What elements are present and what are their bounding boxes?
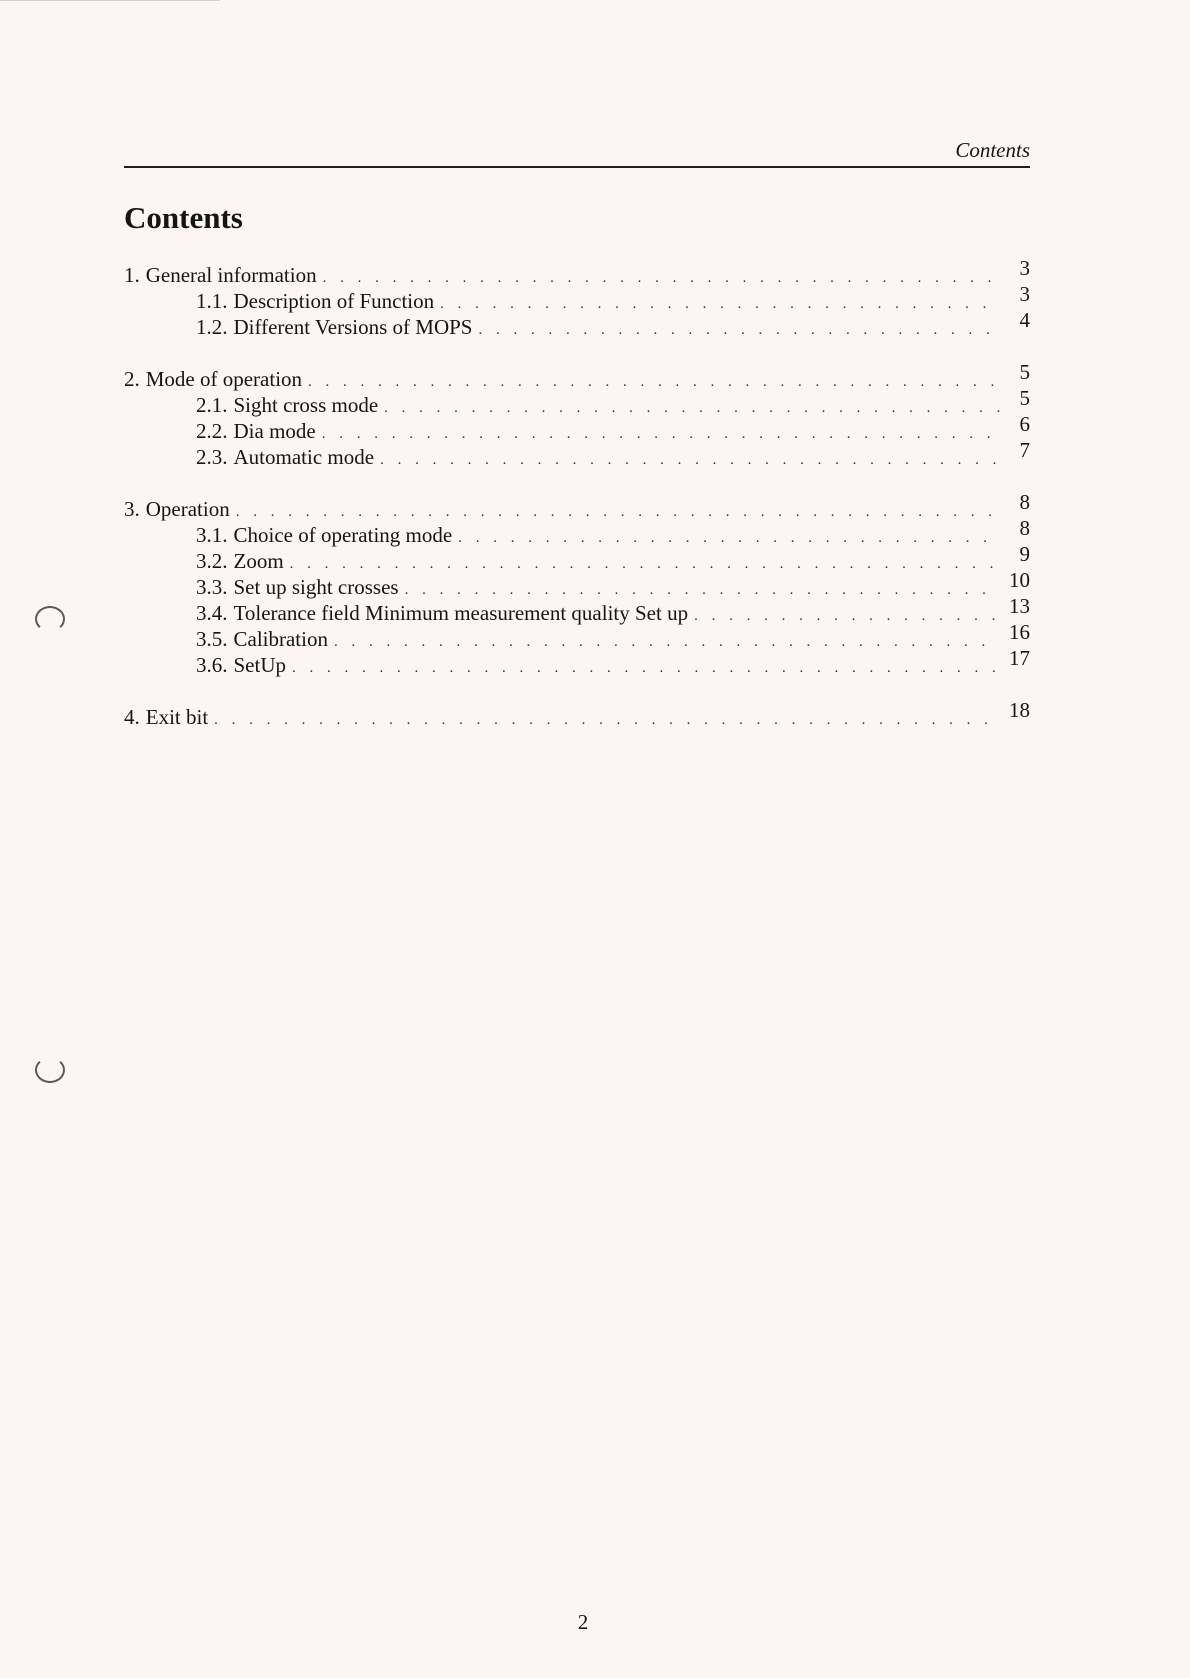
toc-section-entry[interactable]	[124, 308, 1030, 340]
toc-entry-page: 3	[1019, 256, 1030, 280]
toc-section-entry[interactable]	[124, 282, 1030, 314]
toc-entry-text	[196, 288, 440, 314]
toc-entry-title: Mode of operation	[145, 367, 303, 391]
toc-entry-title: Zoom	[233, 549, 284, 573]
toc-entry-text	[196, 314, 478, 340]
toc-entry-number: 2.3.	[196, 445, 228, 469]
toc-entry-page: 18	[1009, 698, 1030, 722]
toc-entry-text	[196, 626, 334, 652]
toc-entry-page: 8	[1019, 516, 1030, 540]
toc-section-entry[interactable]	[124, 646, 1030, 678]
toc-entry-number: 1.2.	[196, 315, 228, 339]
toc-chapter-entry[interactable]	[124, 490, 1030, 522]
toc-chapter-group	[124, 360, 1030, 470]
toc-section-entry[interactable]	[124, 594, 1030, 626]
toc-entry-text	[124, 704, 214, 730]
toc-entry-title: Description of Function	[233, 289, 435, 313]
toc-entry-title: Calibration	[233, 627, 328, 651]
toc-entry-number: 2.2.	[196, 419, 228, 443]
toc-entry-number: 4.	[124, 705, 140, 729]
toc-entry-title: Tolerance field Minimum measurement quality Set up	[233, 601, 689, 625]
toc-entry-text	[196, 392, 384, 418]
toc-chapter-group	[124, 698, 1030, 730]
table-of-contents	[124, 256, 1030, 756]
toc-dot-leader	[214, 707, 1000, 733]
toc-section-entry[interactable]	[124, 386, 1030, 418]
toc-chapter-entry[interactable]	[124, 698, 1030, 730]
toc-entry-text	[124, 366, 308, 392]
toc-dot-leader	[478, 317, 1000, 343]
toc-entry-page: 10	[1009, 568, 1030, 592]
toc-chapter-group	[124, 490, 1030, 678]
toc-entry-text	[124, 496, 236, 522]
toc-section-entry[interactable]	[124, 620, 1030, 652]
toc-entry-text	[124, 262, 323, 288]
toc-entry-text	[196, 574, 405, 600]
toc-entry-number: 3.4.	[196, 601, 228, 625]
toc-section-entry[interactable]	[124, 542, 1030, 574]
toc-entry-number: 2.	[124, 367, 140, 391]
toc-entry-text	[196, 548, 290, 574]
toc-section-entry[interactable]	[124, 412, 1030, 444]
toc-chapter-entry[interactable]	[124, 360, 1030, 392]
toc-dot-leader	[292, 655, 1000, 681]
punch-hole-lower	[35, 1057, 65, 1083]
toc-dot-leader	[380, 447, 1000, 473]
page-title: Contents	[124, 200, 243, 235]
toc-entry-text	[196, 522, 458, 548]
toc-entry-text	[196, 652, 292, 678]
toc-entry-number: 3.3.	[196, 575, 228, 599]
toc-entry-number: 3.6.	[196, 653, 228, 677]
punch-hole-upper	[35, 606, 65, 632]
toc-entry-page: 8	[1019, 490, 1030, 514]
toc-entry-title: Sight cross mode	[233, 393, 379, 417]
toc-entry-title: Set up sight crosses	[233, 575, 399, 599]
running-header-title: Contents	[955, 138, 1030, 162]
toc-section-entry[interactable]	[124, 438, 1030, 470]
toc-section-entry[interactable]	[124, 568, 1030, 600]
toc-entry-text	[196, 418, 322, 444]
toc-entry-number: 3.	[124, 497, 140, 521]
toc-entry-page: 4	[1019, 308, 1030, 332]
toc-entry-title: Different Versions of MOPS	[233, 315, 473, 339]
toc-section-entry[interactable]	[124, 516, 1030, 548]
running-header	[124, 138, 1030, 166]
toc-entry-page: 3	[1019, 282, 1030, 306]
toc-entry-title: SetUp	[233, 653, 286, 677]
toc-entry-page: 7	[1019, 438, 1030, 462]
toc-entry-number: 3.2.	[196, 549, 228, 573]
toc-entry-page: 16	[1009, 620, 1030, 644]
scan-edge	[0, 0, 220, 1]
toc-chapter-entry[interactable]	[124, 256, 1030, 288]
toc-entry-page: 9	[1019, 542, 1030, 566]
toc-chapter-group	[124, 256, 1030, 340]
toc-entry-page: 5	[1019, 386, 1030, 410]
toc-entry-title: Choice of operating mode	[233, 523, 453, 547]
page-number: 2	[577, 1610, 589, 1634]
toc-entry-page: 17	[1009, 646, 1030, 670]
toc-entry-number: 2.1.	[196, 393, 228, 417]
toc-entry-page: 6	[1019, 412, 1030, 436]
toc-entry-title: General information	[145, 263, 317, 287]
toc-entry-title: Operation	[145, 497, 230, 521]
toc-entry-title: Automatic mode	[233, 445, 375, 469]
toc-entry-number: 1.1.	[196, 289, 228, 313]
toc-entry-title: Exit bit	[145, 705, 209, 729]
toc-entry-page: 5	[1019, 360, 1030, 384]
toc-entry-number: 1.	[124, 263, 140, 287]
toc-entry-text	[196, 444, 380, 470]
toc-entry-page: 13	[1009, 594, 1030, 618]
toc-entry-number: 3.1.	[196, 523, 228, 547]
toc-entry-text	[196, 600, 694, 626]
toc-entry-title: Dia mode	[233, 419, 316, 443]
header-rule	[124, 166, 1030, 168]
toc-entry-number: 3.5.	[196, 627, 228, 651]
